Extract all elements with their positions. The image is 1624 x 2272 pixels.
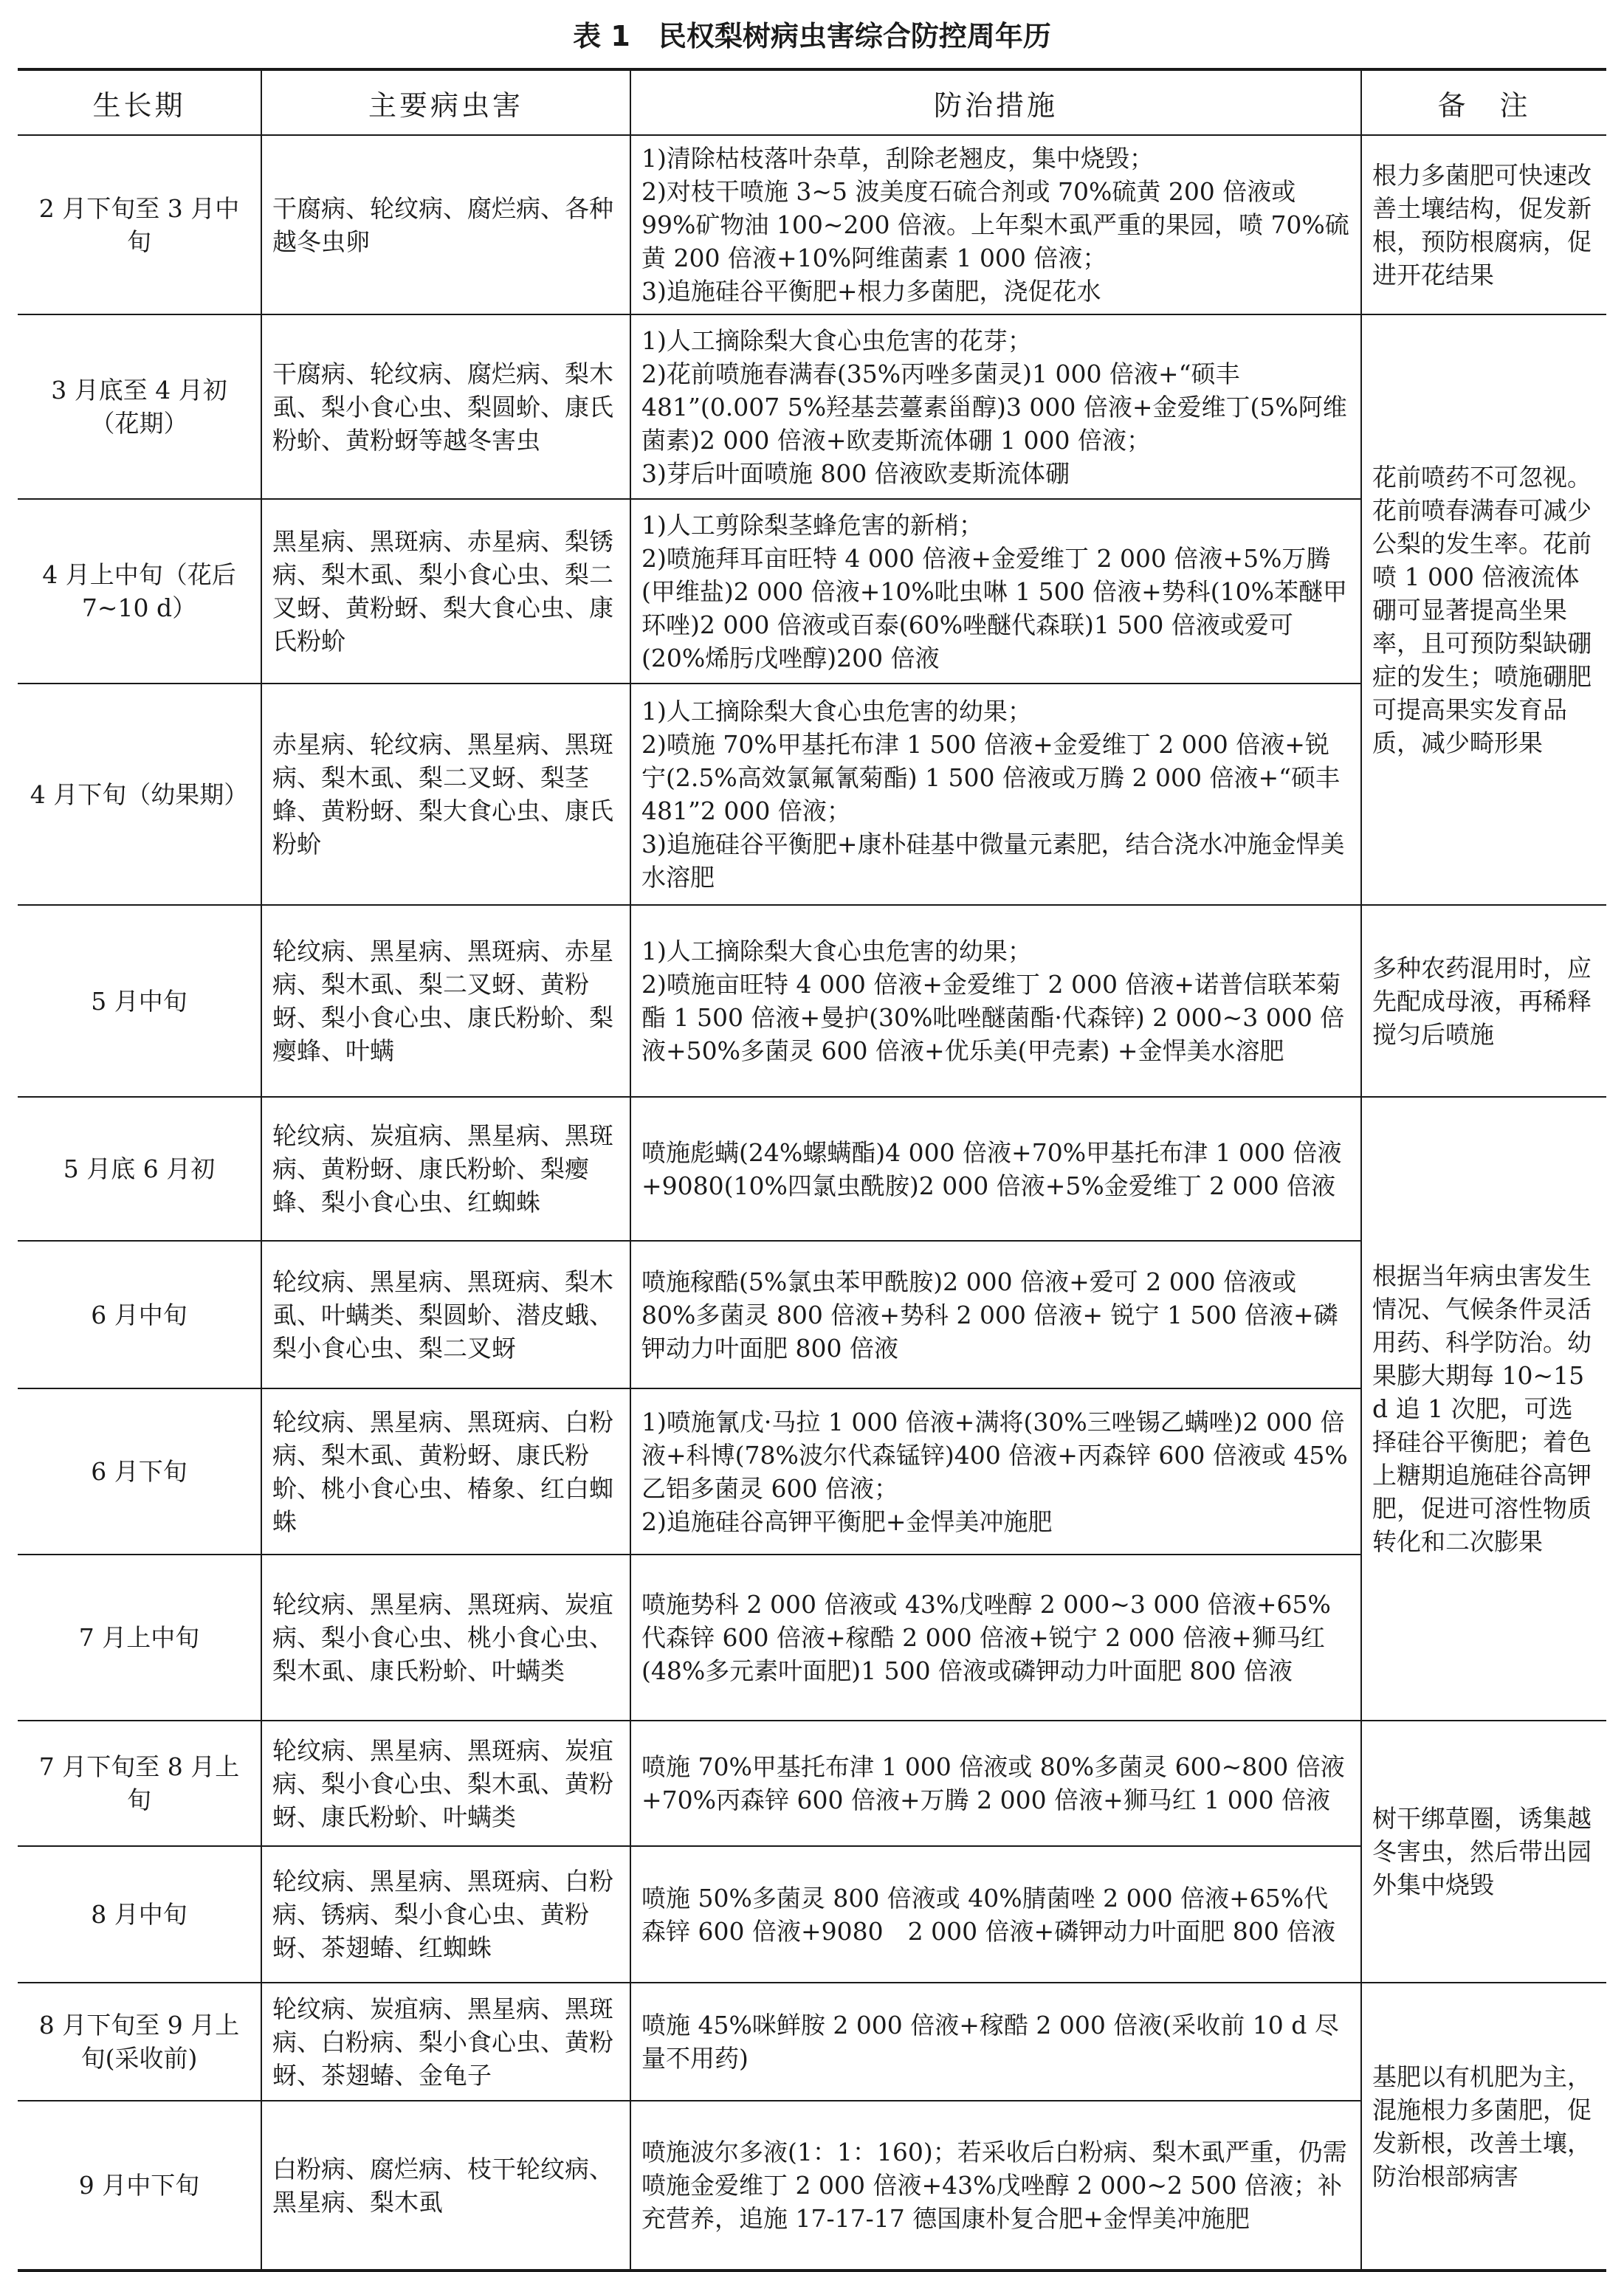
period-cell: 3 月底至 4 月初（花期） <box>18 314 261 499</box>
table-row <box>18 905 1606 1097</box>
header-pests: 主要病虫害 <box>261 69 630 135</box>
pests-cell: 轮纹病、黑星病、黑斑病、赤星病、梨木虱、梨二叉蚜、黄粉蚜、梨小食心虫、康氏粉蚧、梨瘿蜂、叶螨 <box>261 905 630 1097</box>
period-cell: 5 月底 6 月初 <box>18 1097 261 1241</box>
period-cell: 7 月上中旬 <box>18 1555 261 1721</box>
note-cell: 多种农药混用时，应先配成母液，再稀释搅匀后喷施 <box>1361 905 1606 1097</box>
note-cell: 基肥以有机肥为主，混施根力多菌肥，促发新根，改善土壤，防治根部病害 <box>1361 1983 1606 2271</box>
period-cell: 7 月下旬至 8 月上旬 <box>18 1721 261 1846</box>
pests-cell: 干腐病、轮纹病、腐烂病、各种越冬虫卵 <box>261 135 630 314</box>
measures-cell <box>630 1983 1361 2101</box>
period-cell: 6 月下旬 <box>18 1388 261 1555</box>
measures-cell <box>630 1721 1361 1846</box>
measure-item: 3)芽后叶面喷施 800 倍液欧麦斯流体硼 <box>641 458 1070 488</box>
period-cell: 9 月中下旬 <box>18 2101 261 2271</box>
measures-cell <box>630 1241 1361 1388</box>
measures-cell <box>630 1097 1361 1241</box>
measures-cell <box>630 499 1361 684</box>
pests-cell: 轮纹病、黑星病、黑斑病、炭疽病、梨小食心虫、梨木虱、黄粉蚜、康氏粉蚧、叶螨类 <box>261 1721 630 1846</box>
pests-cell: 轮纹病、炭疽病、黑星病、黑斑病、白粉病、梨小食心虫、黄粉蚜、茶翅蝽、金龟子 <box>261 1983 630 2101</box>
measures-cell <box>630 1846 1361 1983</box>
measure-item: 2)喷施 70%甲基托布津 1 500 倍液+金爱维丁 2 000 倍液+锐宁(2.5%高效氯氟氰菊酯) 1 500 倍液或万腾 2 000 倍液+“硕丰 481”2 000 倍液； <box>641 730 1341 825</box>
period-cell: 5 月中旬 <box>18 905 261 1097</box>
measure-item: 2)花前喷施春满春(35%丙唑多菌灵)1 000 倍液+“硕丰 481”(0.007 5%羟基芸薹素甾醇)3 000 倍液+金爱维丁(5%阿维菌素)2 000 倍液+欧麦斯流体硼 1 000 倍液； <box>641 359 1347 455</box>
note-cell: 树干绑草圈，诱集越冬害虫，然后带出园外集中烧毁 <box>1361 1721 1606 1983</box>
period-cell: 8 月下旬至 9 月上旬(采收前) <box>18 1983 261 2101</box>
measures-cell <box>630 135 1361 314</box>
measures-cell <box>630 2101 1361 2271</box>
period-cell: 4 月上中旬（花后 7~10 d） <box>18 499 261 684</box>
measure-item: 1)喷施氰戊·马拉 1 000 倍液+满将(30%三唑锡乙螨唑)2 000 倍液+科博(78%波尔代森锰锌)400 倍液+丙森锌 600 倍液或 45%乙铝多菌灵 600 倍液； <box>641 1407 1348 1503</box>
measure-item: 1)人工摘除梨大食心虫危害的幼果； <box>641 697 1032 726</box>
pests-cell: 轮纹病、黑星病、黑斑病、炭疽病、梨小食心虫、桃小食心虫、梨木虱、康氏粉蚧、叶螨类 <box>261 1555 630 1721</box>
note-cell: 根据当年病虫害发生情况、气候条件灵活用药、科学防治。幼果膨大期每 10~15 d 追 1 次肥，可选择硅谷平衡肥；着色上糖期追施硅谷高钾肥，促进可溶性物质转化和二次膨果 <box>1361 1097 1606 1721</box>
measure-item: 1)人工摘除梨大食心虫危害的幼果； <box>641 937 1032 965</box>
table-row <box>18 135 1606 314</box>
measure-item: 2)喷施拜耳亩旺特 4 000 倍液+金爱维丁 2 000 倍液+5%万腾(甲维盐)2 000 倍液+10%吡虫啉 1 500 倍液+势科(10%苯醚甲环唑)2 000 倍液或百泰(60%唑醚代森联)1 500 倍液或爱可(20%烯肟戊唑醇)200 倍液 <box>641 543 1348 672</box>
table-row <box>18 1097 1606 1241</box>
measures-cell <box>630 905 1361 1097</box>
header-notes: 备 注 <box>1361 69 1606 135</box>
measure-item: 1)人工摘除梨大食心虫危害的花芽； <box>641 326 1032 355</box>
measure-item: 1)人工剪除梨茎蜂危害的新梢； <box>641 510 983 540</box>
pests-cell: 轮纹病、黑星病、黑斑病、白粉病、梨木虱、黄粉蚜、康氏粉蚧、桃小食心虫、椿象、红白蜘蛛 <box>261 1388 630 1555</box>
measure-item: 喷施 70%甲基托布津 1 000 倍液或 80%多菌灵 600~800 倍液+70%丙森锌 600 倍液+万腾 2 000 倍液+狮马红 1 000 倍液 <box>641 1752 1345 1814</box>
period-cell: 4 月下旬（幼果期） <box>18 684 261 905</box>
note-cell: 根力多菌肥可快速改善土壤结构，促发新根，预防根腐病，促进开花结果 <box>1361 135 1606 314</box>
table-row <box>18 1721 1606 1846</box>
header-period: 生长期 <box>18 69 261 135</box>
measure-item: 3)追施硅谷平衡肥+根力多菌肥，浇促花水 <box>641 277 1101 306</box>
pests-cell: 轮纹病、炭疽病、黑星病、黑斑病、黄粉蚜、康氏粉蚧、梨瘿蜂、梨小食心虫、红蜘蛛 <box>261 1097 630 1241</box>
measure-item: 喷施 50%多菌灵 800 倍液或 40%腈菌唑 2 000 倍液+65%代森锌 600 倍液+9080 2 000 倍液+磷钾动力叶面肥 800 倍液 <box>641 1883 1336 1946</box>
pest-control-calendar-table <box>18 68 1606 2272</box>
pests-cell: 白粉病、腐烂病、枝干轮纹病、黑星病、梨木虱 <box>261 2101 630 2271</box>
measure-item: 2)对枝干喷施 3~5 波美度石硫合剂或 70%硫黄 200 倍液或 99%矿物油 100~200 倍液。上年梨木虱严重的果园，喷 70%硫黄 200 倍液+10%阿维菌素 1 000 倍液； <box>641 177 1349 272</box>
pests-cell: 轮纹病、黑星病、黑斑病、梨木虱、叶螨类、梨圆蚧、潜皮蛾、梨小食心虫、梨二叉蚜 <box>261 1241 630 1388</box>
table-row <box>18 1983 1606 2101</box>
measure-item: 喷施彪螨(24%螺螨酯)4 000 倍液+70%甲基托布津 1 000 倍液+9080(10%四氯虫酰胺)2 000 倍液+5%金爱维丁 2 000 倍液 <box>641 1137 1342 1200</box>
header-measures: 防治措施 <box>630 69 1361 135</box>
measure-item: 3)追施硅谷平衡肥+康朴硅基中微量元素肥，结合浇水冲施金悍美水溶肥 <box>641 830 1345 892</box>
note-cell: 花前喷药不可忽视。花前喷春满春可减少公梨的发生率。花前喷 1 000 倍液流体硼可显著提高坐果率，且可预防梨缺硼症的发生；喷施硼肥可提高果实发育品质，减少畸形果 <box>1361 314 1606 905</box>
measure-item: 2)喷施亩旺特 4 000 倍液+金爱维丁 2 000 倍液+诺普信联苯菊酯 1 500 倍液+曼护(30%吡唑醚菌酯·代森锌) 2 000~3 000 倍液+50%多菌灵 600 倍液+优乐美(甲壳素) +金悍美水溶肥 <box>641 970 1345 1065</box>
measure-item: 喷施稼酷(5%氯虫苯甲酰胺)2 000 倍液+爱可 2 000 倍液或 80%多菌灵 800 倍液+势科 2 000 倍液+ 锐宁 1 500 倍液+磷钾动力叶面肥 800 倍液 <box>641 1267 1338 1363</box>
measures-cell <box>630 1388 1361 1555</box>
measure-item: 喷施波尔多液(1：1：160)；若采收后白粉病、梨木虱严重，仍需喷施金爱维丁 2 000 倍液+43%戊唑醇 2 000~2 500 倍液；补充营养，追施 17-17-17 德国康朴复合肥+金悍美冲施肥 <box>641 2138 1347 2233</box>
period-cell: 2 月下旬至 3 月中旬 <box>18 135 261 314</box>
measures-cell <box>630 314 1361 499</box>
pests-cell: 黑星病、黑斑病、赤星病、梨锈病、梨木虱、梨小食心虫、梨二叉蚜、黄粉蚜、梨大食心虫、康氏粉蚧 <box>261 499 630 684</box>
measure-item: 喷施 45%咪鲜胺 2 000 倍液+稼酷 2 000 倍液(采收前 10 d 尽量不用药) <box>641 2011 1339 2073</box>
period-cell: 8 月中旬 <box>18 1846 261 1983</box>
pests-cell: 干腐病、轮纹病、腐烂病、梨木虱、梨小食心虫、梨圆蚧、康氏粉蚧、黄粉蚜等越冬害虫 <box>261 314 630 499</box>
pests-cell: 轮纹病、黑星病、黑斑病、白粉病、锈病、梨小食心虫、黄粉蚜、茶翅蝽、红蜘蛛 <box>261 1846 630 1983</box>
header-row <box>18 69 1606 135</box>
measures-cell <box>630 1555 1361 1721</box>
measure-item: 喷施势科 2 000 倍液或 43%戊唑醇 2 000~3 000 倍液+65%代森锌 600 倍液+稼酷 2 000 倍液+锐宁 2 000 倍液+狮马红(48%多元素叶面肥)1 500 倍液或磷钾动力叶面肥 800 倍液 <box>641 1590 1331 1685</box>
measure-item: 1)清除枯枝落叶杂草，刮除老翘皮，集中烧毁； <box>641 144 1154 173</box>
table-row <box>18 314 1606 499</box>
pests-cell: 赤星病、轮纹病、黑星病、黑斑病、梨木虱、梨二叉蚜、梨茎蜂、黄粉蚜、梨大食心虫、康氏粉蚧 <box>261 684 630 905</box>
measures-cell <box>630 684 1361 905</box>
measure-item: 2)追施硅谷高钾平衡肥+金悍美冲施肥 <box>641 1507 1053 1536</box>
table-title: 表 1 民权梨树病虫害综合防控周年历 <box>573 20 1051 52</box>
period-cell: 6 月中旬 <box>18 1241 261 1388</box>
